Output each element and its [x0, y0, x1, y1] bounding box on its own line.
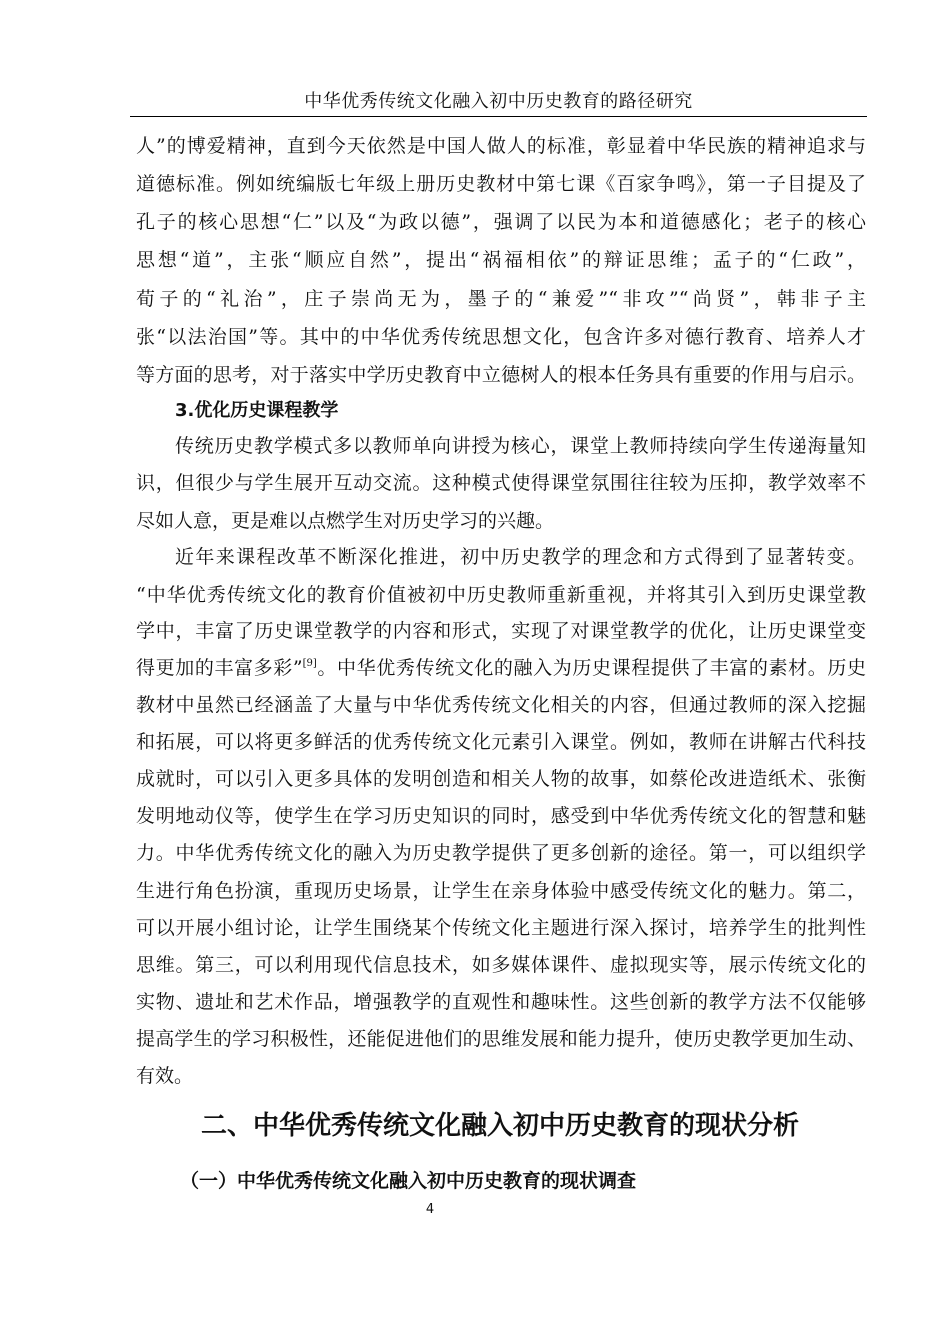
paragraph-line: 识，但很少与学生展开互动交流。这种模式使得课堂氛围往往较为压抑，教学效率不 [136, 472, 866, 494]
paragraph-text: 得更加的丰富多彩” [136, 657, 303, 679]
running-header: 中华优秀传统文化融入初中历史教育的路径研究 [130, 88, 867, 117]
paragraph-line: 传统历史教学模式多以教师单向讲授为核心，课堂上教师持续向学生传递海量知 [175, 435, 866, 457]
paragraph-line: 等方面的思考，对于落实中学历史教育中立德树人的根本任务具有重要的作用与启示。 [136, 364, 866, 386]
paragraph-line: 尽如人意，更是难以点燃学生对历史学习的兴趣。 [136, 510, 555, 532]
subheading-number: 3. [175, 400, 195, 421]
paragraph-line: 有效。 [136, 1065, 194, 1087]
paragraph-line: 孔子的核心思想“仁”以及“为政以德”，强调了以民为本和道德感化；老子的核心 [136, 211, 866, 233]
paragraph-line: 生进行角色扮演，重现历史场景，让学生在亲身体验中感受传统文化的魅力。第二， [136, 880, 866, 902]
paragraph-line: 荀子的“礼治”，庄子崇尚无为，墨子的“兼爱”“非攻”“尚贤”，韩非子主 [136, 288, 866, 310]
paragraph-line: 提高学生的学习积极性，还能促进他们的思维发展和能力提升，使历史教学更加生动、 [136, 1028, 866, 1050]
paragraph-line: 人”的博爱精神，直到今天依然是中国人做人的标准，彰显着中华民族的精神追求与 [136, 135, 866, 157]
paragraph-line: 近年来课程改革不断深化推进，初中历史教学的理念和方式得到了显著转变。 [175, 546, 866, 568]
subheading [175, 396, 338, 426]
paragraph-line: 可以开展小组讨论，让学生围绕某个传统文化主题进行深入探讨，培养学生的批判性 [136, 917, 866, 939]
paragraph-text: 。中华优秀传统文化的融入为历史课程提供了丰富的素材。历史 [316, 657, 866, 679]
paragraph-line: “中华优秀传统文化的教育价值被初中历史教师重新重视，并将其引入到历史课堂教 [136, 584, 866, 606]
paragraph-line: 学中，丰富了历史课堂教学的内容和形式，实现了对课堂教学的优化，让历史课堂变 [136, 620, 866, 642]
page-number: 4 [425, 1202, 435, 1217]
paragraph-line: 力。中华优秀传统文化的融入为历史教学提供了更多创新的途径。第一，可以组织学 [136, 842, 866, 864]
paragraph-line: 和拓展，可以将更多鲜活的优秀传统文化元素引入课堂。例如，教师在讲解古代科技 [136, 731, 866, 753]
section-heading: （一）中华优秀传统文化融入初中历史教育的现状调查 [180, 1170, 637, 1192]
paragraph-line: 教材中虽然已经涵盖了大量与中华优秀传统文化相关的内容，但通过教师的深入挖掘 [136, 694, 866, 716]
paragraph-line: 思维。第三，可以利用现代信息技术，如多媒体课件、虚拟现实等，展示传统文化的 [136, 954, 866, 976]
citation-mark: [9] [302, 658, 317, 669]
subheading-title: 优化历史课程教学 [194, 400, 339, 421]
paragraph-line: 张“以法治国”等。其中的中华优秀传统思想文化，包含许多对德行教育、培养人才 [136, 326, 866, 348]
paragraph-line: 发明地动仪等，使学生在学习历史知识的同时，感受到中华优秀传统文化的智慧和魅 [136, 805, 866, 827]
paragraph-line: 道德标准。例如统编版七年级上册历史教材中第七课《百家争鸣》，第一子目提及了 [136, 173, 866, 195]
paragraph-line-with-citation [136, 649, 866, 687]
paragraph-line: 成就时，可以引入更多具体的发明创造和相关人物的故事，如蔡伦改进造纸术、张衡 [136, 768, 866, 790]
paragraph-line: 实物、遗址和艺术作品，增强教学的直观性和趣味性。这些创新的教学方法不仅能够 [136, 991, 866, 1013]
paragraph-line: 思想“道”，主张“顺应自然”，提出“祸福相依”的辩证思维；孟子的“仁政”， [136, 249, 866, 271]
chapter-heading: 二、中华优秀传统文化融入初中历史教育的现状分析 [200, 1111, 799, 1141]
